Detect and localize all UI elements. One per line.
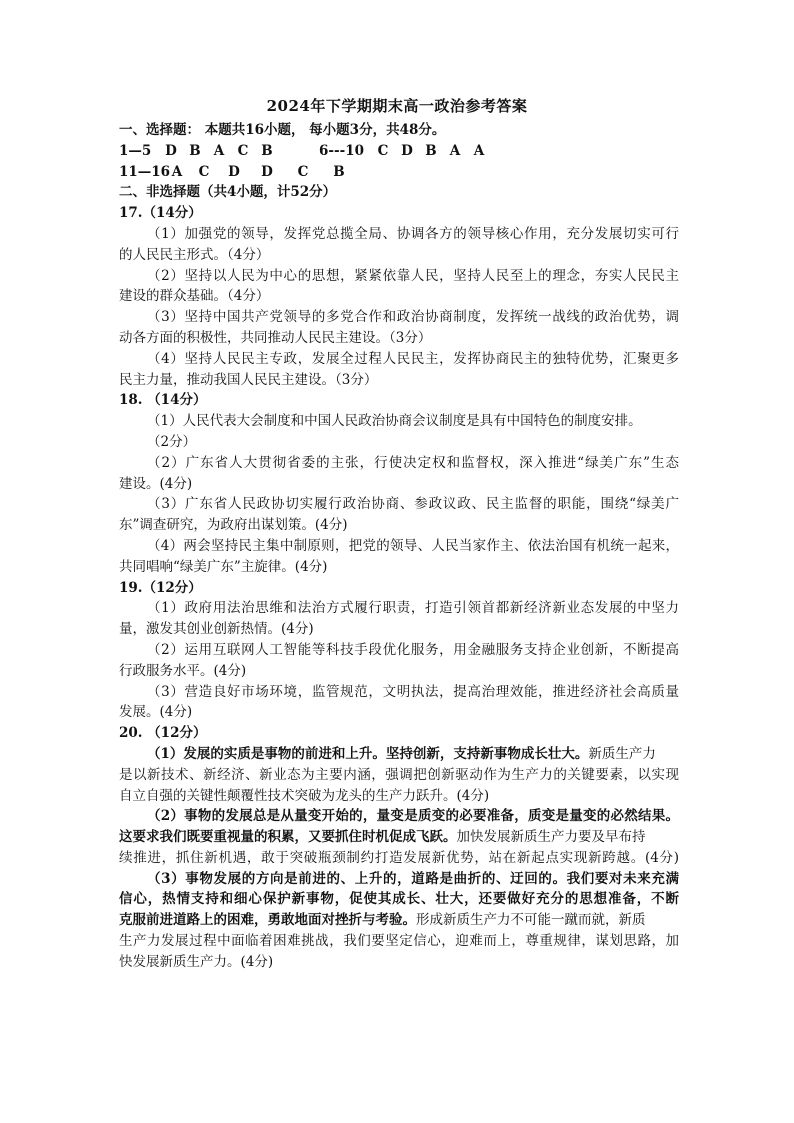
key-point: 信心，热情支持和细心保护新事物，促使其成长、壮大，还要做好充分的思想准备，不断 (119, 891, 679, 908)
answer-line: （2）广东省人大贯彻省委的主张，行使决定权和监督权，深入推进“绿美广东”生态 (147, 454, 679, 471)
answer-line: （1）人民代表大会制度和中国人民政治协商会议制度是具有中国特色的制度安排。 (147, 413, 642, 430)
mcq-answer: D (401, 142, 413, 159)
answer-line: 续推进，抓住新机遇，敢于突破瓶颈制约打造发展新优势，站在新起点实现新跨越。(4分) (119, 849, 679, 866)
mcq-answer: A (473, 142, 485, 159)
answer-line: 行政服务水平。(4分) (119, 662, 247, 679)
key-point: （2）事物的发展总是从量变开始的，量变是质变的必要准备，质变是量变的必然结果。 (147, 808, 679, 825)
key-point: 克服前进道路上的困难，勇敢地面对挫折与考验。 (119, 912, 416, 929)
essay-section-heading: 二、非选择题（共4小题，计52分） (119, 184, 337, 201)
mcq-answer: D (165, 142, 177, 159)
answer-line: （1）政府用法治思维和法治方式履行职责，打造引领首都新经济新业态发展的中坚力 (147, 600, 679, 617)
mcq-answer: B (189, 142, 201, 159)
answer-line: （1）加强党的领导，发挥党总揽全局、协调各方的领导核心作用，充分发展切实可行 (147, 225, 679, 242)
key-point: （3）事物发展的方向是前进的、上升的，道路是曲折的、迂回的。我们要对未来充满 (147, 870, 679, 887)
key-point: （1）发展的实质是事物的前进和上升。坚持创新，支持新事物成长壮大。 (147, 745, 589, 762)
mcq-answer: C (377, 142, 389, 159)
answer-text: 新质生产力 (588, 745, 656, 762)
answer-line: 自立自强的关键性颠覆性技术突破为龙头的生产力跃升。(4分) (119, 787, 490, 804)
answer-line: 快发展新质生产力。(4分) (119, 953, 274, 970)
answer-line: 动各方面的积极性，共同推动人民民主建设。（3分） (119, 329, 432, 346)
answer-line: 民主力量，推动我国人民民主建设。（3分） (119, 371, 378, 388)
answer-text: 加快发展新质生产力要及早布持 (456, 829, 646, 846)
answer-line (119, 827, 679, 848)
mcq-answer: C (297, 163, 309, 180)
mcq-range-label: 1—5 (119, 142, 152, 159)
answer-line: （2分） (147, 433, 197, 450)
answer-line: 共同唱响“绿美广东”主旋律。(4分) (119, 558, 328, 575)
mcq-answer: C (237, 142, 249, 159)
document-body (119, 120, 679, 973)
question-17-heading: 17.（14分） (119, 205, 202, 222)
answer-line: 建设的群众基础。（4分） (119, 288, 270, 305)
mcq-answer: A (171, 163, 183, 180)
answer-line: 的人民民主形式。（4分） (119, 246, 270, 263)
answer-line (119, 910, 679, 931)
answer-line: （4）两会坚持民主集中制原则，把党的领导、人民当家作主、依法治国有机统一起来， (147, 537, 679, 554)
answer-line: （4）坚持人民民主专政，发展全过程人民民主，发挥协商民主的独特优势，汇聚更多 (147, 350, 679, 367)
mcq-answer: B (425, 142, 437, 159)
question-20-heading: 20. （12分） (119, 725, 207, 742)
key-point: 这要求我们既要重视量的积累，又要抓住时机促成飞跃。 (119, 829, 457, 846)
mcq-answer: D (261, 163, 273, 180)
answer-line (119, 744, 679, 765)
mcq-section-heading: 一、选择题： 本题共16小题， 每小题3分，共48分。 (119, 122, 446, 138)
answer-line: 发展。(4分) (119, 704, 193, 721)
mcq-range-label: 11—16 (119, 163, 171, 180)
mcq-answer: D (228, 163, 240, 180)
mcq-answer: B (333, 163, 345, 180)
answer-line: （3）坚持中国共产党领导的多党合作和政治协商制度，发挥统一战线的政治优势，调 (147, 309, 679, 326)
answer-line: 是以新技术、新经济、新业态为主要内涵，强调把创新驱动作为生产力的关键要素，以实现 (119, 766, 679, 783)
mcq-answers-row-1 (119, 141, 679, 162)
answer-line: （3）广东省人民政协切实履行政治协商、参政议政、民主监督的职能，围绕“绿美广 (147, 496, 679, 513)
mcq-answer: C (198, 163, 210, 180)
answer-line: （2）坚持以人民为中心的思想，紧紧依靠人民，坚持人民至上的理念，夯实人民民主 (147, 267, 679, 284)
mcq-answer: B (261, 142, 273, 159)
answer-line: 量，激发其创业创新热情。(4分) (119, 621, 314, 638)
mcq-answer: A (449, 142, 461, 159)
mcq-answers-row-2 (119, 162, 679, 183)
page-title: 2024年下学期期末高一政治参考答案 (266, 97, 528, 115)
mcq-answer: A (213, 142, 225, 159)
answer-line: 东”调查研究，为政府出谋划策。(4分) (119, 517, 348, 534)
question-19-heading: 19.（12分） (119, 579, 202, 596)
mcq-range-label: 6---10 (319, 142, 364, 159)
answer-text: 形成新质生产力不可能一蹴而就，新质 (416, 912, 646, 929)
question-18-heading: 18. （14分） (119, 392, 207, 409)
answer-line: （3）营造良好市场环境，监管规范，文明执法，提高治理效能，推进经济社会高质量 (147, 683, 679, 700)
answer-line: 建设。(4分) (119, 475, 193, 492)
answer-line: （2）运用互联网人工智能等科技手段优化服务，用金融服务支持企业创新，不断提高 (147, 641, 679, 658)
answer-line: 生产力发展过程中面临着困难挑战，我们要坚定信心，迎难而上，尊重规律，谋划思路，加 (119, 933, 679, 950)
